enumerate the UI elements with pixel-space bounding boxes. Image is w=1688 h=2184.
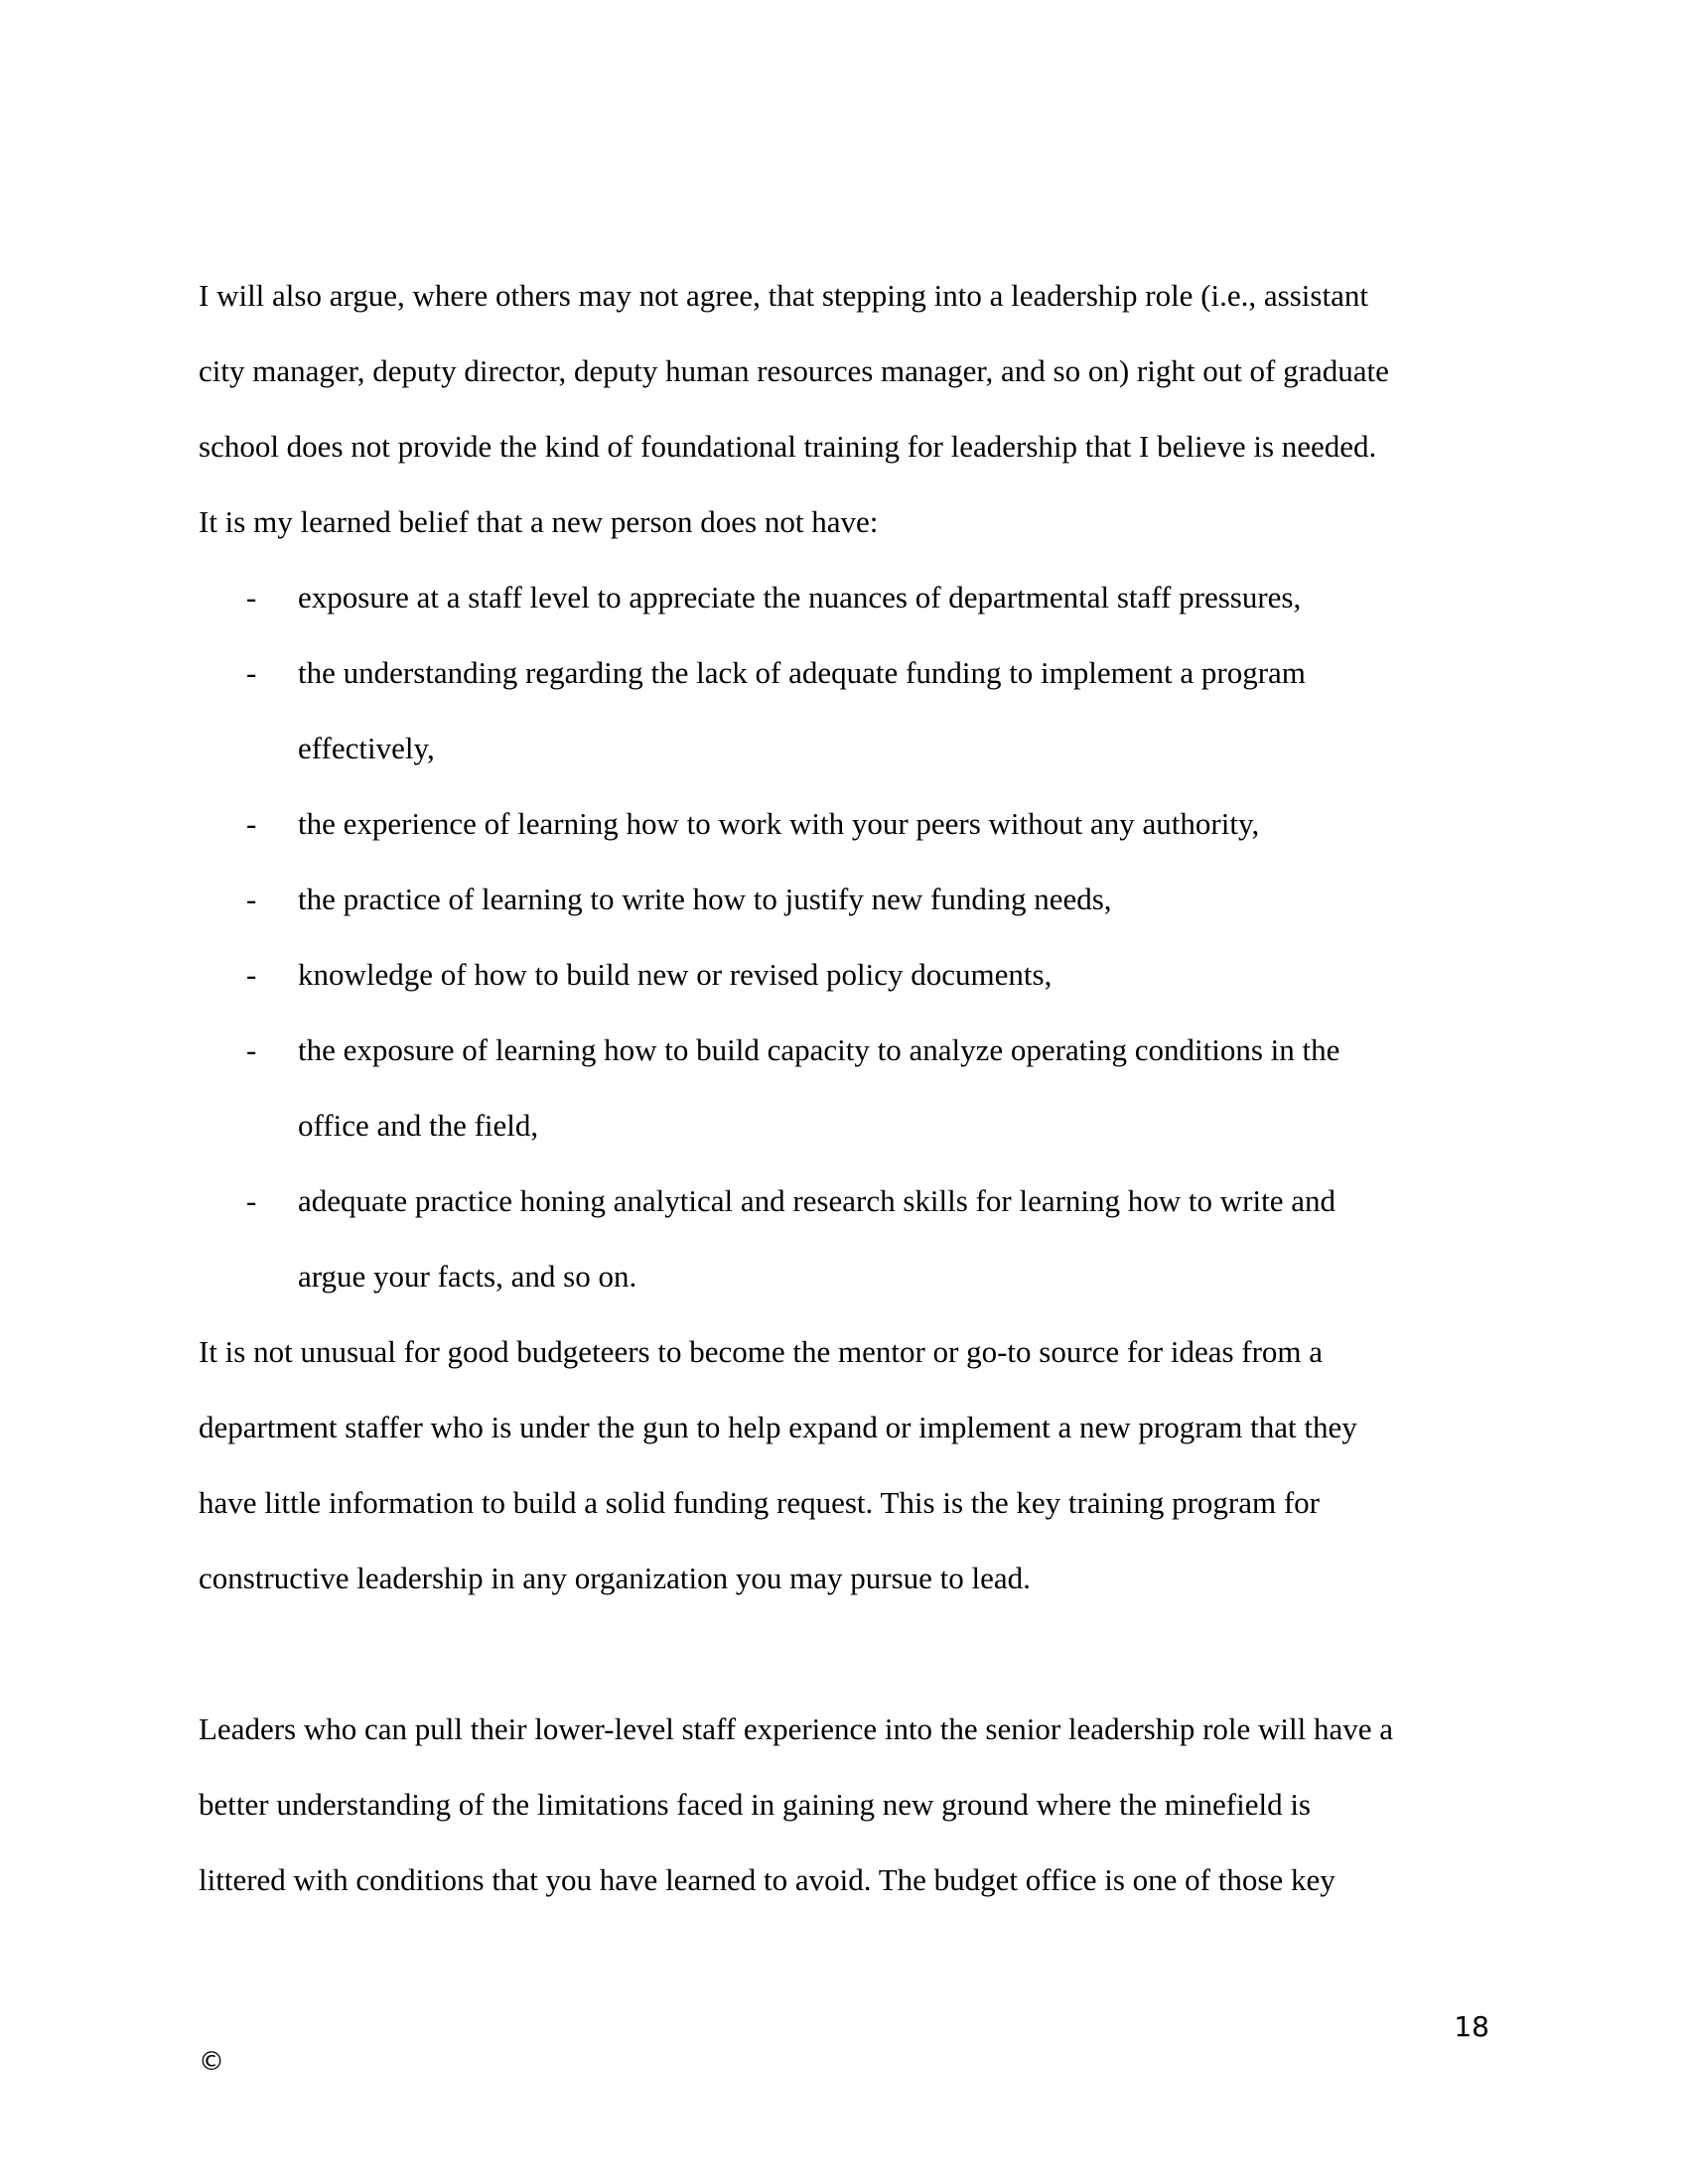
paragraph-line: city manager, deputy director, deputy human resources manager, and so on) right out of graduate xyxy=(199,353,1389,388)
list-item-text: the exposure of learning how to build capacity to analyze operating conditions in the xyxy=(298,1032,1340,1067)
paragraph-line: I will also argue, where others may not agree, that stepping into a leadership role (i.e., assistant xyxy=(199,278,1368,313)
paragraph-line: It is not unusual for good budgeteers to become the mentor or go-to source for ideas from a xyxy=(199,1334,1324,1369)
paragraph-line: littered with conditions that you have learned to avoid. The budget office is one of those key xyxy=(199,1862,1336,1897)
paragraph-line: have little information to build a solid funding request. This is the key training program for xyxy=(199,1485,1320,1520)
list-item-text: exposure at a staff level to appreciate the nuances of departmental staff pressures, xyxy=(298,580,1302,614)
list-item-text: the practice of learning to write how to justify new funding needs, xyxy=(298,882,1112,916)
bullet-marker: - xyxy=(246,655,257,690)
bullet-marker: - xyxy=(246,1183,257,1218)
list-item-text: effectively, xyxy=(298,731,435,765)
list-item-text: office and the field, xyxy=(298,1108,539,1143)
bullet-marker: - xyxy=(246,580,257,614)
page-number: 18 xyxy=(1454,2010,1489,2043)
bullet-marker: - xyxy=(246,882,257,916)
paragraph-line: department staffer who is under the gun to help expand or implement a new program that they xyxy=(199,1410,1357,1444)
paragraph-line: school does not provide the kind of foundational training for leadership that I believe is needed. xyxy=(199,429,1377,464)
paragraph-line: constructive leadership in any organization you may pursue to lead. xyxy=(199,1561,1031,1595)
paragraph-line: Leaders who can pull their lower-level staff experience into the senior leadership role will have a xyxy=(199,1711,1394,1746)
list-item-text: knowledge of how to build new or revised policy documents, xyxy=(298,957,1053,992)
copyright-symbol: © xyxy=(199,2047,224,2077)
list-item-text: argue your facts, and so on. xyxy=(298,1259,637,1294)
list-item-text: the understanding regarding the lack of adequate funding to implement a program xyxy=(298,655,1306,690)
list-item-text: the experience of learning how to work with your peers without any authority, xyxy=(298,806,1260,841)
paragraph-line: better understanding of the limitations faced in gaining new ground where the minefield is xyxy=(199,1787,1311,1822)
bullet-marker: - xyxy=(246,806,257,841)
paragraph-line: It is my learned belief that a new person does not have: xyxy=(199,504,879,539)
list-item-text: adequate practice honing analytical and research skills for learning how to write and xyxy=(298,1183,1336,1218)
bullet-marker: - xyxy=(246,1032,257,1067)
bullet-marker: - xyxy=(246,957,257,992)
